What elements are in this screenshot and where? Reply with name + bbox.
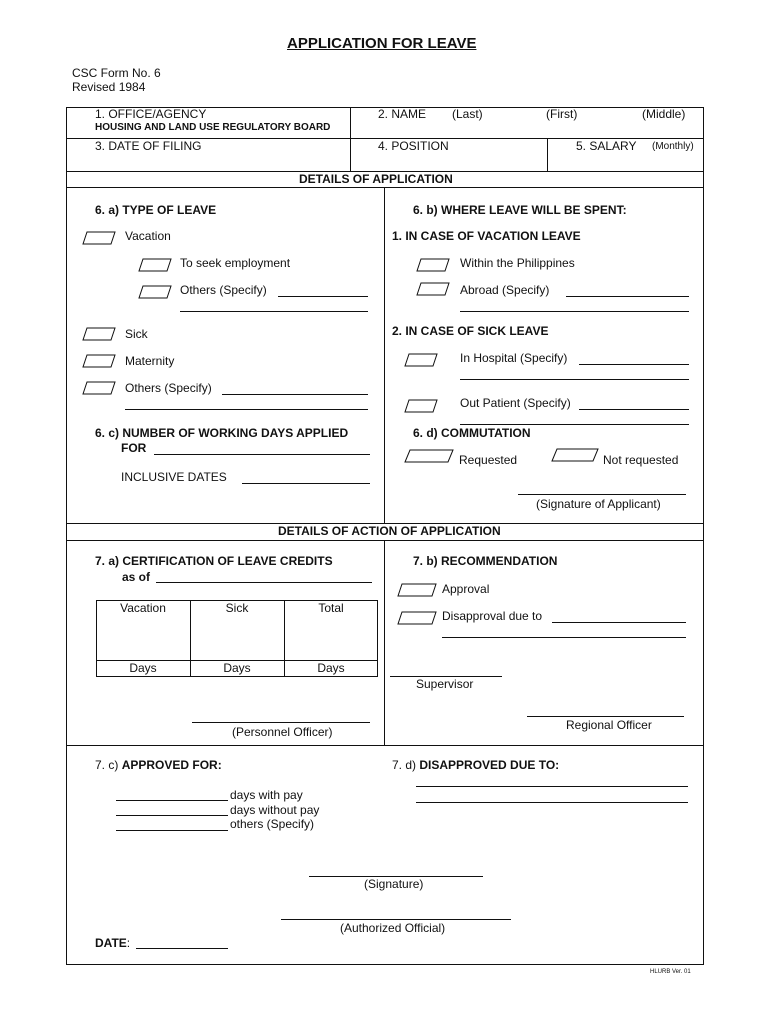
date-label-group <box>95 936 130 950</box>
sick-label: Sick <box>125 327 148 341</box>
others-vacation-field-2[interactable] <box>180 311 368 312</box>
approved-for-heading <box>95 758 222 772</box>
others-vacation-checkbox[interactable] <box>138 285 172 299</box>
divider <box>66 745 704 746</box>
disapproved-title: DISAPPROVED DUE TO: <box>419 758 560 772</box>
divider <box>547 138 548 171</box>
out-patient-field-2[interactable] <box>460 424 689 425</box>
supervisor-label: Supervisor <box>416 677 474 691</box>
days-with-pay-field[interactable] <box>116 800 228 801</box>
divider <box>350 107 351 171</box>
not-requested-label: Not requested <box>603 453 679 467</box>
within-philippines-checkbox[interactable] <box>416 258 450 272</box>
in-hospital-checkbox[interactable] <box>404 353 438 367</box>
out-patient-label: Out Patient (Specify) <box>460 396 571 410</box>
salary-note: (Monthly) <box>652 141 694 152</box>
revised-date: Revised 1984 <box>72 80 146 94</box>
within-philippines-label: Within the Philippines <box>460 256 575 270</box>
applicant-signature-label: (Signature of Applicant) <box>536 497 661 511</box>
type-of-leave-heading: 6. a) TYPE OF LEAVE <box>95 203 217 217</box>
maternity-checkbox[interactable] <box>82 354 116 368</box>
days-without-pay-field[interactable] <box>116 815 228 816</box>
abroad-field-2[interactable] <box>460 311 689 312</box>
others-field-2[interactable] <box>125 409 368 410</box>
personnel-officer-label: (Personnel Officer) <box>232 725 333 739</box>
signature-label: (Signature) <box>364 877 424 891</box>
details-of-application-heading: DETAILS OF APPLICATION <box>299 172 453 186</box>
abroad-checkbox[interactable] <box>416 282 450 296</box>
requested-checkbox[interactable] <box>404 449 454 463</box>
position-label: 4. POSITION <box>378 139 449 153</box>
abroad-field[interactable] <box>566 296 689 297</box>
others-vacation-field[interactable] <box>278 296 368 297</box>
regional-officer-label: Regional Officer <box>566 718 652 732</box>
where-leave-spent-heading: 6. b) WHERE LEAVE WILL BE SPENT: <box>413 203 627 217</box>
disapproval-checkbox[interactable] <box>397 611 437 625</box>
disapproval-label: Disapproval due to <box>442 609 543 623</box>
commutation-heading: 6. d) COMMUTATION <box>413 426 531 440</box>
disapproval-reason-field[interactable] <box>552 622 686 623</box>
leave-credits-days-sick: Days <box>223 661 251 675</box>
approved-for-title: APPROVED FOR: <box>121 758 222 772</box>
vacation-label: Vacation <box>125 229 171 243</box>
leave-credits-col-total: Total <box>318 601 344 615</box>
personnel-officer-signature-line[interactable] <box>192 722 370 723</box>
certification-as-of-label: as of <box>122 570 151 584</box>
office-label: 1. OFFICE/AGENCY <box>95 107 207 121</box>
version-label: HLURB Ver. 01 <box>650 969 691 975</box>
divider <box>66 540 704 541</box>
others-specify-field[interactable] <box>116 830 228 831</box>
seek-employment-label: To seek employment <box>180 256 291 270</box>
form-number: CSC Form No. 6 <box>72 66 161 80</box>
certification-heading: 7. a) CERTIFICATION OF LEAVE CREDITS <box>95 554 333 568</box>
days-without-pay-label: days without pay <box>230 803 320 817</box>
inclusive-dates-label: INCLUSIVE DATES <box>121 470 227 484</box>
out-patient-checkbox[interactable] <box>404 399 438 413</box>
vacation-checkbox[interactable] <box>82 231 116 245</box>
in-hospital-label: In Hospital (Specify) <box>460 351 568 365</box>
in-hospital-field[interactable] <box>579 364 689 365</box>
name-middle-label: (Middle) <box>642 107 686 121</box>
name-first-label: (First) <box>546 107 578 121</box>
applicant-signature-line[interactable] <box>518 494 686 495</box>
regional-officer-signature-line[interactable] <box>527 716 684 717</box>
working-days-for-label: FOR <box>121 441 147 455</box>
others-specify-label: others (Specify) <box>230 817 315 831</box>
name-last-label: (Last) <box>452 107 483 121</box>
approval-checkbox[interactable] <box>397 583 437 597</box>
seek-employment-checkbox[interactable] <box>138 258 172 272</box>
divider <box>384 187 385 523</box>
date-label: DATE <box>95 936 127 950</box>
approved-for-prefix: 7. c) <box>95 758 119 772</box>
leave-credits-col-vacation: Vacation <box>120 601 166 615</box>
in-hospital-field-2[interactable] <box>460 379 689 380</box>
recommendation-heading: 7. b) RECOMMENDATION <box>413 554 558 568</box>
certification-as-of-field[interactable] <box>156 582 372 583</box>
leave-credits-days-total: Days <box>317 661 345 675</box>
working-days-heading: 6. c) NUMBER OF WORKING DAYS APPLIED <box>95 426 349 440</box>
divider <box>384 540 385 745</box>
office-value: HOUSING AND LAND USE REGULATORY BOARD <box>95 122 331 133</box>
out-patient-field[interactable] <box>579 409 689 410</box>
others-label: Others (Specify) <box>125 381 212 395</box>
date-of-filing-label: 3. DATE OF FILING <box>95 139 202 153</box>
leave-credits-col-sick: Sick <box>225 601 249 615</box>
page-title: APPLICATION FOR LEAVE <box>287 35 477 52</box>
name-label: 2. NAME <box>378 107 427 121</box>
disapproval-reason-field-2[interactable] <box>442 637 686 638</box>
approval-label: Approval <box>442 582 490 596</box>
authorized-official-label: (Authorized Official) <box>340 921 446 935</box>
others-checkbox[interactable] <box>82 381 116 395</box>
authorized-official-signature-line[interactable] <box>281 919 511 920</box>
days-with-pay-label: days with pay <box>230 788 303 802</box>
others-vacation-label: Others (Specify) <box>180 283 267 297</box>
details-of-action-heading: DETAILS OF ACTION OF APPLICATION <box>278 524 501 538</box>
disapproved-heading <box>392 758 559 772</box>
requested-label: Requested <box>459 453 518 467</box>
disapproved-reason-field-2[interactable] <box>416 802 688 803</box>
disapproved-reason-field[interactable] <box>416 786 688 787</box>
not-requested-checkbox[interactable] <box>551 448 599 462</box>
maternity-label: Maternity <box>125 354 175 368</box>
working-days-field[interactable] <box>154 454 370 455</box>
sick-checkbox[interactable] <box>82 327 116 341</box>
divider <box>66 187 704 188</box>
sick-case-heading: 2. IN CASE OF SICK LEAVE <box>392 324 549 338</box>
disapproved-prefix: 7. d) <box>392 758 417 772</box>
salary-label: 5. SALARY <box>576 139 637 153</box>
leave-credits-days-vacation: Days <box>129 661 157 675</box>
others-field[interactable] <box>222 394 368 395</box>
vacation-case-heading: 1. IN CASE OF VACATION LEAVE <box>392 229 581 243</box>
abroad-label: Abroad (Specify) <box>460 283 550 297</box>
inclusive-dates-field[interactable] <box>242 483 370 484</box>
date-colon: : <box>126 936 131 950</box>
date-field[interactable] <box>136 948 228 949</box>
